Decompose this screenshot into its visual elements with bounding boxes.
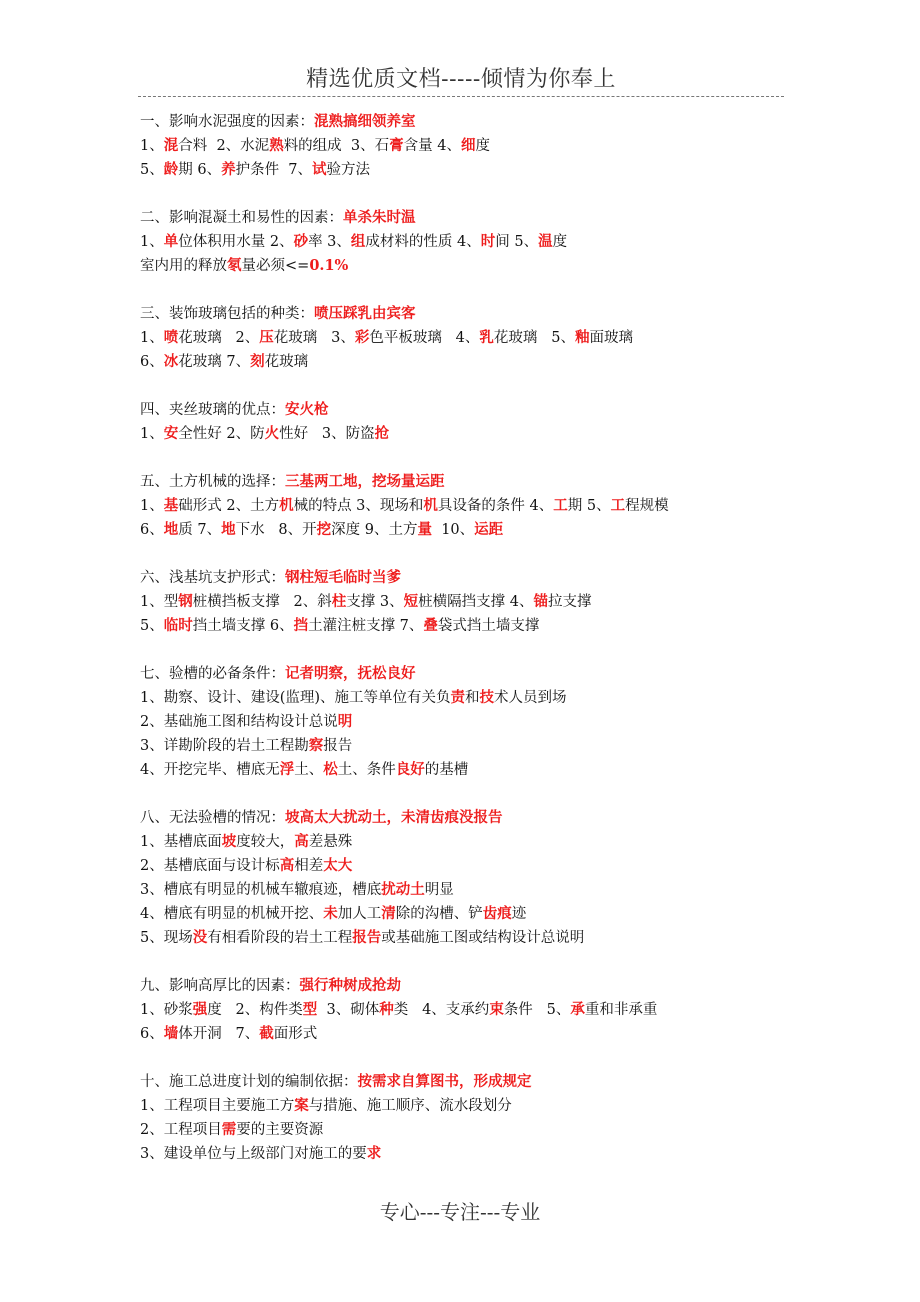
body-text: 深度 9、土方 [331,522,418,538]
body-text: 七、验槽的必备条件： [140,666,285,682]
body-text: 量必须<= [241,258,310,274]
section-line [140,1142,780,1166]
section-line [140,998,780,1022]
section-5 [140,470,780,542]
body-text: 2、基础施工图和结构设计总说 [140,714,338,730]
body-text: 5、 [140,618,164,634]
section-heading [140,302,780,326]
body-text: 桩横隔挡支撑 4、 [418,594,534,610]
body-text: 械的特点 3、现场和 [293,498,424,514]
section-6 [140,566,780,638]
body-text: 二、影响混凝土和易性的因素： [140,210,343,226]
highlight-text: 膏 [389,137,404,154]
section-heading [140,470,780,494]
body-text: 础形式 2、土方 [178,498,280,514]
body-text: 5、 [140,162,164,178]
body-text: 6、 [140,1026,164,1042]
highlight-text: 养 [221,161,236,178]
highlight-text: 锚 [533,593,548,610]
section-4 [140,398,780,446]
highlight-text: 强行种树成抢劫 [299,977,401,994]
highlight-text: 喷压踩乳由宾客 [314,305,416,322]
body-text: 2、工程项目 [140,1122,222,1138]
body-text: 袋式挡土墙支撑 [437,618,540,634]
highlight-text: 浮 [279,761,295,778]
section-heading [140,110,780,134]
highlight-text: 乳 [479,329,494,346]
highlight-text: 冰 [163,353,179,370]
highlight-text: 明 [337,713,353,730]
body-text: 八、无法验槽的情况： [140,810,285,826]
body-text: 花玻璃 7、 [178,354,251,370]
highlight-text: 运距 [474,521,504,538]
highlight-text: 临时 [163,617,193,634]
body-text: 土灌注桩支撑 7、 [308,618,424,634]
body-text: 十、施工总进度计划的编制依据： [140,1074,358,1090]
highlight-text: 混 [163,137,179,154]
body-text: 间 5、 [495,234,539,250]
section-heading [140,398,780,422]
section-line [140,494,780,518]
highlight-text: 未 [323,905,338,922]
body-text: 含量 4、 [403,138,461,154]
section-heading [140,206,780,230]
section-line [140,758,780,782]
section-1 [140,110,780,182]
highlight-text: 求 [366,1145,382,1162]
body-text: 五、土方机械的选择： [140,474,285,490]
body-text: 6、 [140,522,164,538]
highlight-text: 高 [279,857,295,874]
highlight-text: 工 [610,497,626,514]
body-text: 面形式 [273,1026,318,1042]
body-text: 拉支撑 [547,594,592,610]
body-text: 除的沟槽、铲 [395,906,483,922]
highlight-text: 抢 [374,425,390,442]
body-text: 位体积用水量 2、 [178,234,294,250]
document-body [140,110,780,1190]
highlight-text: 墙 [163,1025,179,1042]
body-text: 期 6、 [178,162,222,178]
highlight-text: 记者明察，抚松良好 [285,665,416,682]
body-text: 迹 [511,906,527,922]
body-text: 室内用的释放 [140,258,227,274]
body-text: 或基础施工图或结构设计总说明 [381,930,585,946]
highlight-text: 混熟搞细领养室 [314,113,416,130]
body-text: 加人工 [337,906,382,922]
section-line [140,158,780,182]
body-text: 花玻璃 5、 [493,330,575,346]
body-text: 三、装饰玻璃包括的种类： [140,306,314,322]
page-header: 精选优质文档-----倾情为你奉上 [306,67,616,92]
highlight-text: 压 [259,329,274,346]
body-text: 10、 [431,522,475,538]
section-line [140,230,780,254]
section-line [140,926,780,950]
body-text: 验方法 [326,162,371,178]
highlight-text: 彩 [354,329,370,346]
body-text: 率 3、 [308,234,351,250]
highlight-text: 钢 [178,593,193,610]
body-text: 2、基槽底面与设计标 [140,858,280,874]
body-text: 1、 [140,426,164,442]
section-heading [140,1070,780,1094]
section-line [140,350,780,374]
highlight-text: 清 [381,905,396,922]
body-text: 4、开挖完毕、槽底无 [140,762,280,778]
section-line [140,614,780,638]
highlight-text: 扰动土 [381,881,425,898]
highlight-text: 松 [323,761,338,778]
highlight-text: 坡 [221,833,237,850]
body-text: 和 [465,690,480,706]
highlight-text: 0.1% [309,257,349,274]
highlight-text: 安火枪 [285,401,329,418]
highlight-text: 坡高太大扰动土，未清齿痕没报告 [285,809,503,826]
section-line [140,1094,780,1118]
body-text: 的基槽 [424,762,469,778]
highlight-text: 案 [294,1097,309,1114]
body-text: 九、影响高厚比的因素： [140,978,300,994]
highlight-text: 基 [163,497,179,514]
body-text: 程规模 [625,498,669,514]
body-text: 色平板玻璃 4、 [369,330,480,346]
highlight-text: 良好 [395,761,425,778]
highlight-text: 机 [423,497,438,514]
body-text: 3、砌体 [317,1002,380,1018]
highlight-text: 截 [259,1025,274,1042]
highlight-text: 报告 [352,929,382,946]
section-line [140,1022,780,1046]
section-line [140,134,780,158]
highlight-text: 工 [553,497,568,514]
highlight-text: 釉 [574,329,590,346]
body-text: 具设备的条件 4、 [437,498,554,514]
highlight-text: 火 [264,425,280,442]
body-text: 料的组成 3、石 [283,138,390,154]
section-line [140,830,780,854]
section-line [140,326,780,350]
body-text: 有相看阶段的岩土工程 [207,930,353,946]
section-heading [140,662,780,686]
highlight-text: 种 [379,1001,394,1018]
body-text: 1、勘察、设计、建设(监理)、施工等单位有关负 [140,690,451,706]
highlight-text: 需 [221,1121,237,1138]
body-text: 条件 5、 [503,1002,571,1018]
section-10 [140,1070,780,1166]
section-2 [140,206,780,278]
body-text: 差悬殊 [308,834,353,850]
section-heading [140,806,780,830]
section-line [140,710,780,734]
body-text: 成材料的性质 4、 [365,234,481,250]
body-text: 6、 [140,354,164,370]
section-8 [140,806,780,950]
body-text: 1、 [140,330,164,346]
highlight-text: 氡 [227,257,242,274]
highlight-text: 喷 [163,329,179,346]
body-text: 4、槽底有明显的机械开挖、 [140,906,324,922]
highlight-text: 叠 [423,617,438,634]
highlight-text: 察 [308,737,324,754]
section-9 [140,974,780,1046]
highlight-text: 短 [403,593,419,610]
body-text: 度 [475,138,490,154]
highlight-text: 单杀朱时温 [343,209,416,226]
highlight-text: 时 [480,233,496,250]
highlight-text: 安 [163,425,179,442]
body-text: 期 5、 [567,498,611,514]
section-line [140,854,780,878]
body-text: 3、建设单位与上级部门对施工的要 [140,1146,367,1162]
body-text: 5、现场 [140,930,193,946]
body-text: 面玻璃 [589,330,633,346]
highlight-text: 熟 [269,137,284,154]
highlight-text: 技 [479,689,495,706]
highlight-text: 温 [538,233,553,250]
highlight-text: 高 [294,833,309,850]
highlight-text: 型 [302,1001,318,1018]
body-text: 质 7、 [178,522,222,538]
body-text: 术人员到场 [494,690,567,706]
body-text: 报告 [323,738,353,754]
highlight-text: 砂 [293,233,309,250]
section-line [140,518,780,542]
body-text: 度 [552,234,568,250]
highlight-text: 刻 [250,353,265,370]
section-line [140,878,780,902]
body-text: 类 4、支承约 [393,1002,490,1018]
body-text: 支撑 3、 [346,594,404,610]
body-text: 桩横挡板支撑 2、斜 [192,594,332,610]
highlight-text: 龄 [163,161,179,178]
section-heading [140,566,780,590]
highlight-text: 地 [163,521,179,538]
section-line [140,1118,780,1142]
highlight-text: 柱 [331,593,347,610]
section-3 [140,302,780,374]
body-text: 体开洞 7、 [178,1026,260,1042]
body-text: 一、影响水泥强度的因素： [140,114,314,130]
body-text: 花玻璃 2、 [178,330,260,346]
highlight-text: 齿痕 [482,905,512,922]
section-line [140,734,780,758]
highlight-text: 量 [417,521,432,538]
section-line [140,902,780,926]
highlight-text: 承 [570,1001,585,1018]
highlight-text: 按需求自算图书，形成规定 [357,1073,532,1090]
highlight-text: 细 [460,137,476,154]
body-text: 护条件 7、 [235,162,313,178]
highlight-text: 试 [312,161,327,178]
highlight-text: 太大 [323,857,353,874]
body-text: 1、 [140,498,164,514]
highlight-text: 组 [350,233,366,250]
body-text: 度 2、构件类 [207,1002,303,1018]
highlight-text: 地 [221,521,236,538]
body-text: 挡土墙支撑 6、 [192,618,294,634]
header-divider [138,96,784,97]
section-line [140,422,780,446]
body-text: 1、型 [140,594,179,610]
highlight-text: 挖 [316,521,332,538]
body-text: 下水 8、开 [235,522,317,538]
page-footer: 专心---专注---专业 [379,1200,541,1224]
body-text: 性好 3、防盗 [279,426,375,442]
section-7 [140,662,780,782]
body-text: 1、砂浆 [140,1002,193,1018]
section-heading [140,974,780,998]
highlight-text: 单 [163,233,179,250]
body-text: 土、条件 [337,762,396,778]
section-line [140,590,780,614]
highlight-text: 钢柱短毛临时当爹 [285,569,401,586]
body-text: 明显 [424,882,454,898]
highlight-text: 挡 [293,617,309,634]
body-text: 重和非承重 [584,1002,658,1018]
body-text: 六、浅基坑支护形式： [140,570,285,586]
body-text: 3、槽底有明显的机械车辙痕迹，槽底 [140,882,382,898]
body-text: 土、 [294,762,324,778]
body-text: 花玻璃 [264,354,309,370]
section-line [140,254,780,278]
highlight-text: 责 [450,689,466,706]
section-line [140,686,780,710]
body-text: 相差 [294,858,324,874]
highlight-text: 没 [192,929,208,946]
body-text: 1、 [140,234,164,250]
body-text: 1、工程项目主要施工方 [140,1098,295,1114]
body-text: 1、 [140,138,164,154]
highlight-text: 强 [192,1001,208,1018]
body-text: 3、详勘阶段的岩土工程勘 [140,738,309,754]
body-text: 全性好 2、防 [178,426,265,442]
body-text: 度较大， [236,834,295,850]
highlight-text: 束 [489,1001,504,1018]
body-text: 四、夹丝玻璃的优点： [140,402,285,418]
body-text: 花玻璃 3、 [273,330,355,346]
body-text: 合料 2、水泥 [178,138,270,154]
highlight-text: 机 [279,497,294,514]
body-text: 与措施、施工顺序、流水段划分 [308,1098,512,1114]
body-text: 要的主要资源 [236,1122,324,1138]
highlight-text: 三基两工地，挖场量运距 [285,473,445,490]
body-text: 1、基槽底面 [140,834,222,850]
